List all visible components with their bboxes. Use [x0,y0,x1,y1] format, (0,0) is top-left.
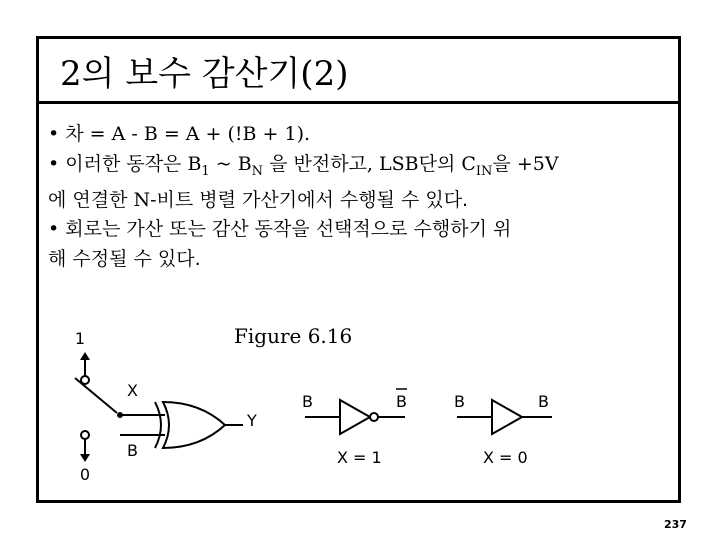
xor-gate-back [155,402,161,448]
slide-title: 2의 보수 감산기(2) [60,54,349,94]
bullet-text-segment: 을 [492,152,517,175]
bullet-text-segment: 을 반전하고 [263,152,367,175]
bullet-text-segment: 차 [65,123,84,145]
bullet-text-segment: • 이러한 동작은 [48,152,188,175]
arrow-up-icon [80,352,90,360]
bullet-text-segment: N- [133,188,157,211]
xor-gate-icon [163,402,225,448]
figure-caption: Figure 6.16 [234,324,353,348]
bullet-text-segment: • [48,123,66,145]
buffer-icon [492,400,522,434]
buffer-output-label: B [538,392,549,411]
bullet-text-segment: ~ B [209,152,252,175]
bullet-text-segment: 1 [201,163,210,179]
bullet-item [48,120,663,150]
bullet-item [48,150,663,216]
bullet-text-segment: N [251,163,264,179]
bullet-item [48,215,663,274]
bullet-text-segment: 단의 [418,152,462,175]
buffer-input-label: B [454,392,465,411]
inverter-icon [340,400,370,434]
bullet-text-segment: , LSB [366,152,419,175]
arrow-down-icon [80,454,90,462]
inverter-condition: X = 1 [337,448,382,467]
label-b: B [127,441,138,460]
figure-diagram [55,320,615,495]
bullet-text-segment: 에 연결한 [48,188,134,211]
bullet-text-segment: B [187,152,202,175]
switch-lever [75,378,117,413]
bullet-text-segment: 비트 병렬 가산기에서 수행될 수 있다. [156,188,469,211]
switch-label-0: 0 [79,465,91,484]
bullet-text-segment: +5V [516,152,559,175]
inverter-input-label: B [302,392,313,411]
page-number: 237 [664,518,687,531]
switch-label-1: 1 [74,329,86,348]
bullet-text-segment: 해 수정될 수 있다. [48,247,201,270]
bullet-text-segment: C [461,152,476,175]
bullet-text-segment: = A - B = A + (!B + 1). [83,123,311,145]
bullet-text-segment: • 회로는 가산 또는 감산 동작을 선택적으로 수행하기 위 [48,218,512,241]
inverter-output-label: B [396,392,407,411]
bullet-text-segment: IN [475,163,493,179]
label-x: X [127,381,138,400]
switch-terminal-bottom [81,431,89,439]
label-y: Y [247,411,257,430]
bullet-list [48,120,663,274]
buffer-condition: X = 0 [483,448,528,467]
inverter-bubble [370,413,378,421]
